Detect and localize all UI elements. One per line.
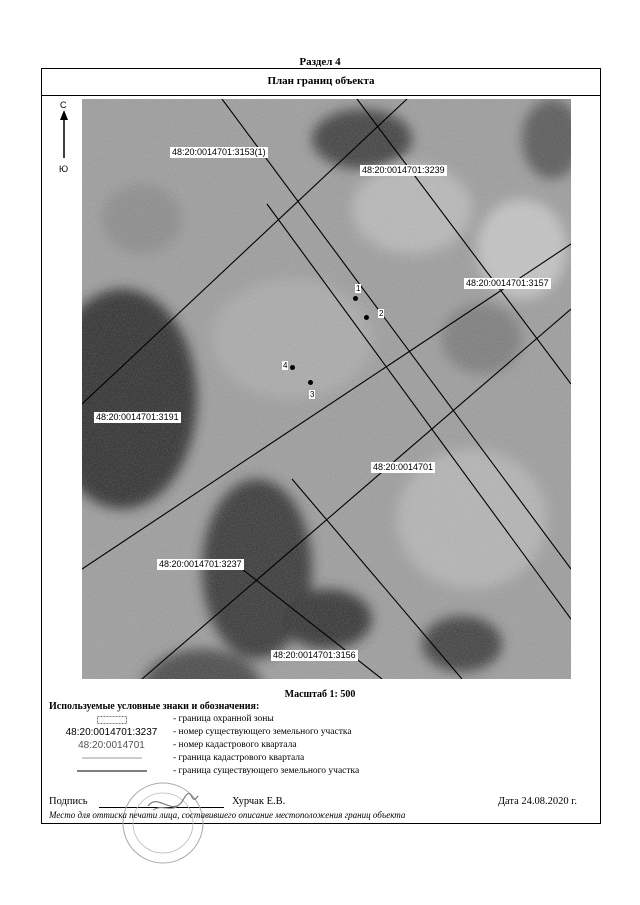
- map-scale: Масштаб 1: 500: [284, 689, 356, 700]
- parcel-label: 48:20:0014701:3153(1): [172, 147, 266, 157]
- quarter-label: 48:20:0014701: [373, 462, 434, 472]
- quarter-number-symbol: 48:20:0014701: [78, 740, 145, 751]
- aerial-map: [82, 99, 571, 679]
- signature-label: Подпись: [49, 796, 88, 807]
- signer-name: Хурчак Е.В.: [232, 796, 286, 807]
- parcel-label: 48:20:0014701:3239: [362, 165, 445, 175]
- legend-desc: - граница охранной зоны: [173, 714, 274, 724]
- protection-zone-symbol: [49, 714, 174, 728]
- stamp-note: Место для оттиска печати лица, составившего описание местоположения границ объекта: [49, 810, 406, 820]
- legend-item: [49, 753, 589, 766]
- parcel-label: 48:20:0014701:3156: [273, 650, 356, 660]
- legend-title: Используемые условные знаки и обозначения:: [49, 701, 260, 712]
- signature-date: Дата 24.08.2020 г.: [497, 796, 577, 807]
- boundary-point: [308, 380, 313, 385]
- boundary-point: [290, 365, 295, 370]
- legend-item: [49, 714, 589, 727]
- plan-title: План границ объекта: [41, 68, 601, 96]
- legend-desc: - граница кадастрового квартала: [173, 753, 305, 763]
- parcel-label: 48:20:0014701:3191: [96, 412, 179, 422]
- legend-item: [49, 727, 589, 740]
- boundary-point: [364, 315, 369, 320]
- parcel-label: 48:20:0014701:3237: [159, 559, 242, 569]
- point-number: 3: [310, 390, 315, 399]
- stamp-seal-icon: [118, 778, 208, 868]
- point-number: 1: [356, 284, 361, 293]
- compass-south: Ю: [59, 164, 69, 174]
- point-number: 2: [379, 309, 384, 318]
- parcel-number-symbol: 48:20:0014701:3237: [65, 727, 158, 738]
- legend-desc: - граница существующего земельного участка: [173, 766, 360, 776]
- boundary-point: [353, 296, 358, 301]
- legend-item: [49, 740, 589, 753]
- legend-desc: - номер существующего земельного участка: [173, 727, 352, 737]
- compass-north: С: [60, 100, 67, 110]
- parcel-label: 48:20:0014701:3157: [466, 278, 549, 288]
- parcel-boundary-symbol: [49, 766, 174, 778]
- north-arrow-icon: [55, 100, 77, 180]
- point-number: 4: [283, 361, 288, 370]
- quarter-boundary-symbol: [49, 753, 174, 765]
- legend-desc: - номер кадастрового квартала: [173, 740, 297, 750]
- aerial-image: [82, 99, 571, 679]
- section-title: Раздел 4: [299, 56, 341, 68]
